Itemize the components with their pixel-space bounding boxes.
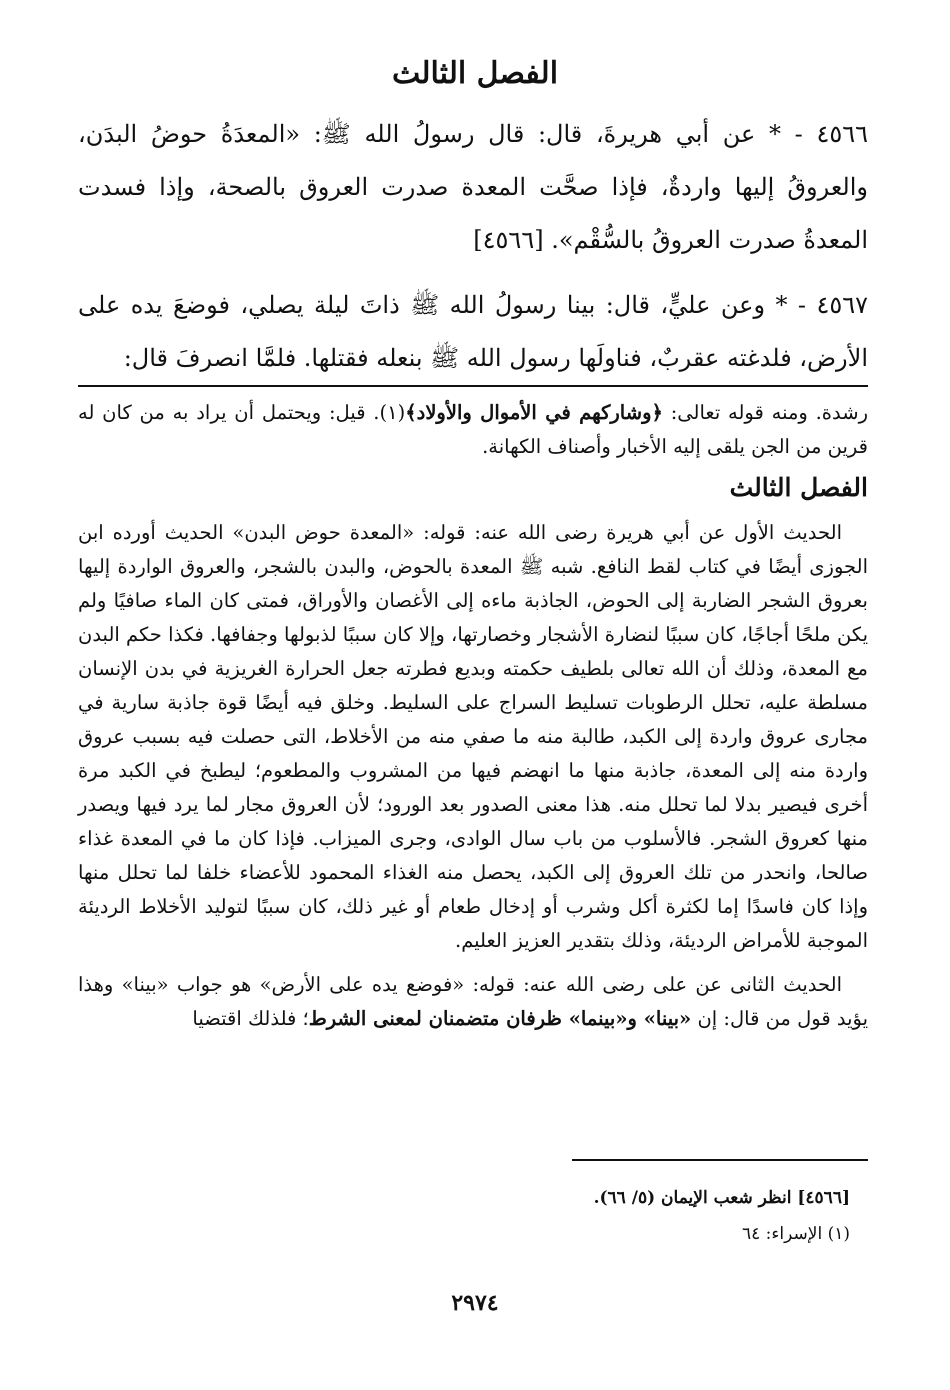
hadith-4567: ٤٥٦٧ - * وعن عليٍّ، قال: بينا رسولُ الله ﷺ ذاتَ ليلة يصلي، فوضعَ يده على الأرض، فلدغته عقربٌ، فناولَها رسول الله ﷺ بنعله فقتلها. فلمَّا انصرفَ قال: — [78, 291, 868, 372]
commentary-intro — [78, 396, 868, 464]
page-number: ٢٩٧٤ — [451, 1290, 499, 1316]
paragraph-2-text-a: الحديث الثانى عن على رضى الله عنه: قوله: «فوضع يده على الأرض» هو جواب «بينا» وهذا يؤيد قول من قال: إن — [78, 973, 868, 1030]
commentary-paragraph-1: الحديث الأول عن أبي هريرة رضى الله عنه: قوله: «المعدة حوض البدن» الحديث أورده ابن الجوزى أيضًا في كتاب لقط النافع. شبه ﷺ المعدة بالحوض، والبدن بالشجر، والعروق الواردة إليها بعروق الشجر الضاربة إلى الحوض، الجاذبة ماءه إلى الأغصان والأوراق، فمتى كان الماء صافيًا ولم يكن ملحًا أجاجًا، كان سببًا لنضارة الأشجار وخصارتها، وإلا كان سببًا لذبولها وجفافها. فكذا حكم البدن مع المعدة، وذلك أن الله تعالى بلطيف حكمته وبديع فطرته جعل الحرارة الغريزية في بدن الإنسان مسلطة عليه، تحلل الرطوبات تسليط السراج على السليط. وخلق فيه أيضًا قوة جاذبة سارية في مجارى عروق واردة إلى الكبد، طالبة منه ما صفي منه من الأخلاط، التى حصلت فيه بسبب عروق واردة منه إلى المعدة، جاذبة منها ما انهضم فيها من المشروب والمطعوم؛ ليطبخ في الكبد مرة أخرى فيصير بدلا لما تحلل منه. هذا معنى الصدور بعد الورود؛ لأن العروق مجار لما يرد فيها ويصدر منها كعروق الشجر. فالأسلوب من باب سال الوادى، وجرى الميزاب. فإذا كان ما في المعدة غذاء صالحا، وانحدر من تلك العروق إلى الكبد، يحصل منه الغذاء المحمود للأعضاء خلفا لما تحلل منها وإذا كان فاسدًا إما لكثرة أكل وشرب أو إدخال طعام أو غير ذلك، كان سببًا لتوليد الأخلاط الرديئة الموجبة للأمراض الرديئة، وذلك بتقدير العزيز العليم. — [78, 521, 868, 952]
footnote-1: (١) الإسراء: ٦٤ — [742, 1224, 850, 1244]
hadith-4566: ٤٥٦٦ - * عن أبي هريرةَ، قال: قال رسولُ الله ﷺ: «المعدَةُ حوضُ البدَن، والعروقُ إليها واردةٌ، فإذا صحَّت المعدة صدرت العروق بالصحة، وإذا فسدت المعدةُ صدرت العروقُ بالسُّقْم». [٤٥٦٦] — [78, 120, 868, 254]
intro-text-b: (١). قيل: ويحتمل أن يراد به من كان له قرين من الجن يلقى إليه الأخبار وأصناف الكهانة. — [78, 401, 868, 458]
paragraph-2-bold: «بينا» و«بينما» ظرفان متضمنان لمعنى الشرط — [308, 1007, 692, 1030]
hadith-section — [78, 108, 868, 397]
intro-text-a: رشدة. ومنه قوله تعالى: — [662, 401, 869, 424]
footnotes — [80, 1180, 850, 1252]
commentary-paragraph-2 — [78, 968, 868, 1036]
quran-verse: ﴿وشاركهم في الأموال والأولاد﴾ — [405, 401, 663, 424]
paragraph-2-text-b: ؛ فلذلك اقتضيا — [192, 1007, 309, 1030]
commentary-heading: الفصل الثالث — [729, 473, 868, 502]
commentary-section — [78, 396, 868, 1036]
footnote-source: [٤٥٦٦] انظر شعب الإيمان (٥/ ٦٦). — [593, 1188, 850, 1208]
footnote-divider — [572, 1159, 868, 1161]
section-divider — [78, 385, 868, 387]
chapter-title: الفصل الثالث — [391, 56, 559, 91]
